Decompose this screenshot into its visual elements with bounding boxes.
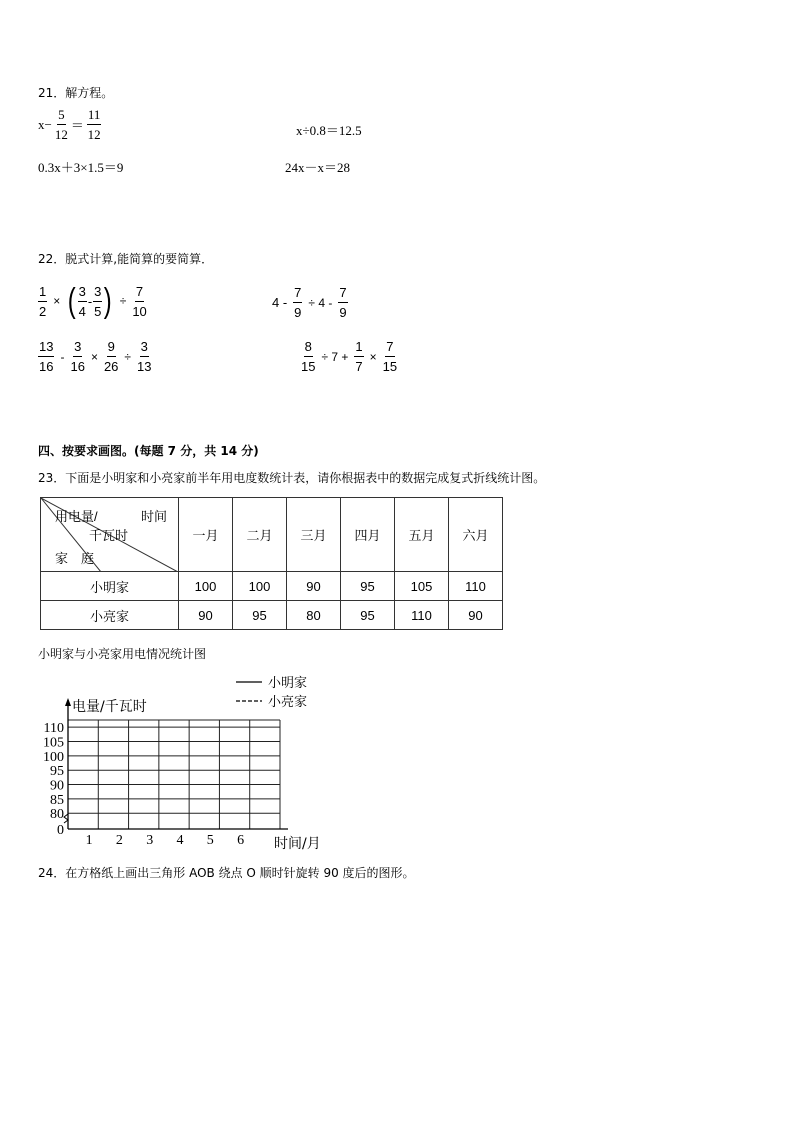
y-tick-label: 100 [43,749,64,765]
eq1-prefix: x− [38,116,52,132]
x-tick-label: 2 [115,833,123,848]
chart-caption: 小明家与小亮家用电情况统计图 [38,647,207,661]
x-tick-label: 3 [146,833,154,848]
table-cell: 90 [449,601,503,630]
e3-frac-3: $\frac{9}{26}$ [103,339,119,374]
eq1-num: 5 [57,108,66,125]
x-axis-title: 时间/月 [274,836,321,852]
right-paren: ) [104,282,113,320]
q22-expression-2 [272,286,348,319]
e4-frac-3: $\frac{7}{15}$ [382,339,398,374]
e2-prefix: 4 - [272,295,288,310]
table-cell: 95 [341,601,395,630]
eq1-rhs-fraction [87,108,102,141]
chart-axes [64,698,288,829]
line-chart [40,672,360,857]
e1-frac-4: $\frac{7}{10}$ [132,283,147,319]
corner-time-label: 时间 [141,509,168,524]
e4-frac-2: $\frac{1}{7}$ [355,339,363,374]
e3-frac-4: $\frac{3}{13}$ [137,339,152,374]
y-tick-label: 85 [50,792,64,808]
q21-title: 21．解方程。 [38,86,114,100]
q22-expression-4 [301,340,397,373]
e1-op-3: ÷ [119,294,127,308]
x-tick-label: 4 [176,833,184,848]
x-tick-label: 5 [206,833,214,848]
row-label: 小亮家 [41,601,179,630]
q24-title: 24．在方格纸上画出三角形 AOB 绕点 O 顺时针旋转 90 度后的图形。 [38,866,415,880]
y-tick-label: 110 [43,721,64,737]
eq1-den: 12 [54,127,68,142]
table-cell: 80 [287,601,341,630]
corner-unit-label: 千瓦时 [89,528,129,543]
q22-title: 22．脱式计算,能简算的要简算． [38,252,214,266]
corner-usage-label: 用电量/ [55,509,98,524]
e3-op-3: ÷ [124,349,132,364]
y-tick-label: 90 [50,778,64,794]
eq1-rhs-den: 12 [87,127,101,142]
chart-legend [236,676,307,710]
usage-table [40,497,503,630]
month-header: 六月 [449,498,503,572]
e1-op-1: × [53,294,61,308]
table-cell: 110 [395,601,449,630]
y-tick-label: 0 [57,823,64,838]
q21-equation-1 [38,108,101,141]
q21-equation-2: x÷0.8＝12.5 [296,123,362,138]
table-cell: 95 [341,572,395,601]
e2-mid: ÷ 4 - [308,295,333,310]
y-tick-label: 95 [50,764,64,780]
table-cell: 110 [449,572,503,601]
legend-label: 小明家 [268,676,308,691]
e3-frac-1: $\frac{13}{16}$ [39,339,54,374]
e3-op-2: × [90,349,98,364]
e3-frac-2: $\frac{3}{16}$ [70,339,85,374]
table-corner-cell [41,498,179,572]
table-cell: 95 [233,601,287,630]
month-header: 二月 [233,498,287,572]
table-cell: 105 [395,572,449,601]
month-header: 三月 [287,498,341,572]
row-label: 小明家 [41,572,179,601]
month-header: 五月 [395,498,449,572]
corner-family-label: 家 庭 [55,551,95,566]
y-axis-arrow [65,698,71,706]
table-cell: 90 [287,572,341,601]
q22-expression-1 [38,284,147,318]
month-header: 一月 [179,498,233,572]
table-row [41,572,503,601]
y-axis-title: 电量/千瓦时 [72,699,147,715]
legend-label: 小亮家 [268,695,308,710]
q22-expression-3 [38,340,151,373]
table-cell: 90 [179,601,233,630]
table-cell: 100 [233,572,287,601]
eq1-fraction [55,108,68,141]
y-tick-label: 80 [50,807,64,823]
q21-equation-4: 24x－x＝28 [285,160,351,175]
table-row [41,601,503,630]
e2-frac-2: $\frac{7}{9}$ [339,285,347,320]
e3-op-1: - [60,349,65,364]
month-header: 四月 [341,498,395,572]
e1-op-2: - [87,293,93,309]
e4-op-1: ÷ 7 + [321,349,349,364]
chart-grid [68,720,280,829]
eq1-op: ＝ [70,118,84,133]
q21-equation-3: 0.3x＋3×1.5＝9 [38,160,124,175]
e4-frac-1: $\frac{8}{15}$ [301,339,316,374]
e1-frac-1: $\frac{1}{2}$ [39,283,47,319]
left-paren: ( [67,282,76,320]
x-tick-label: 1 [85,833,93,848]
y-tick-label: 105 [43,735,64,751]
q23-title: 23．下面是小明家和小亮家前半年用电度数统计表，请你根据表中的数据完成复式折线统计图。 [38,471,546,485]
e4-op-2: × [369,349,377,364]
section-4-heading: 四、按要求画图。(每题 7 分，共 14 分) [38,444,259,458]
e1-frac-3: $\frac{3}{5}$ [94,283,102,319]
eq1-rhs-num: 11 [87,108,102,125]
x-tick-label: 6 [237,833,245,848]
usage-table-wrapper [40,497,503,630]
table-cell: 100 [179,572,233,601]
e1-frac-2: $\frac{3}{4}$ [78,283,86,319]
e2-frac-1: $\frac{7}{9}$ [294,285,302,320]
